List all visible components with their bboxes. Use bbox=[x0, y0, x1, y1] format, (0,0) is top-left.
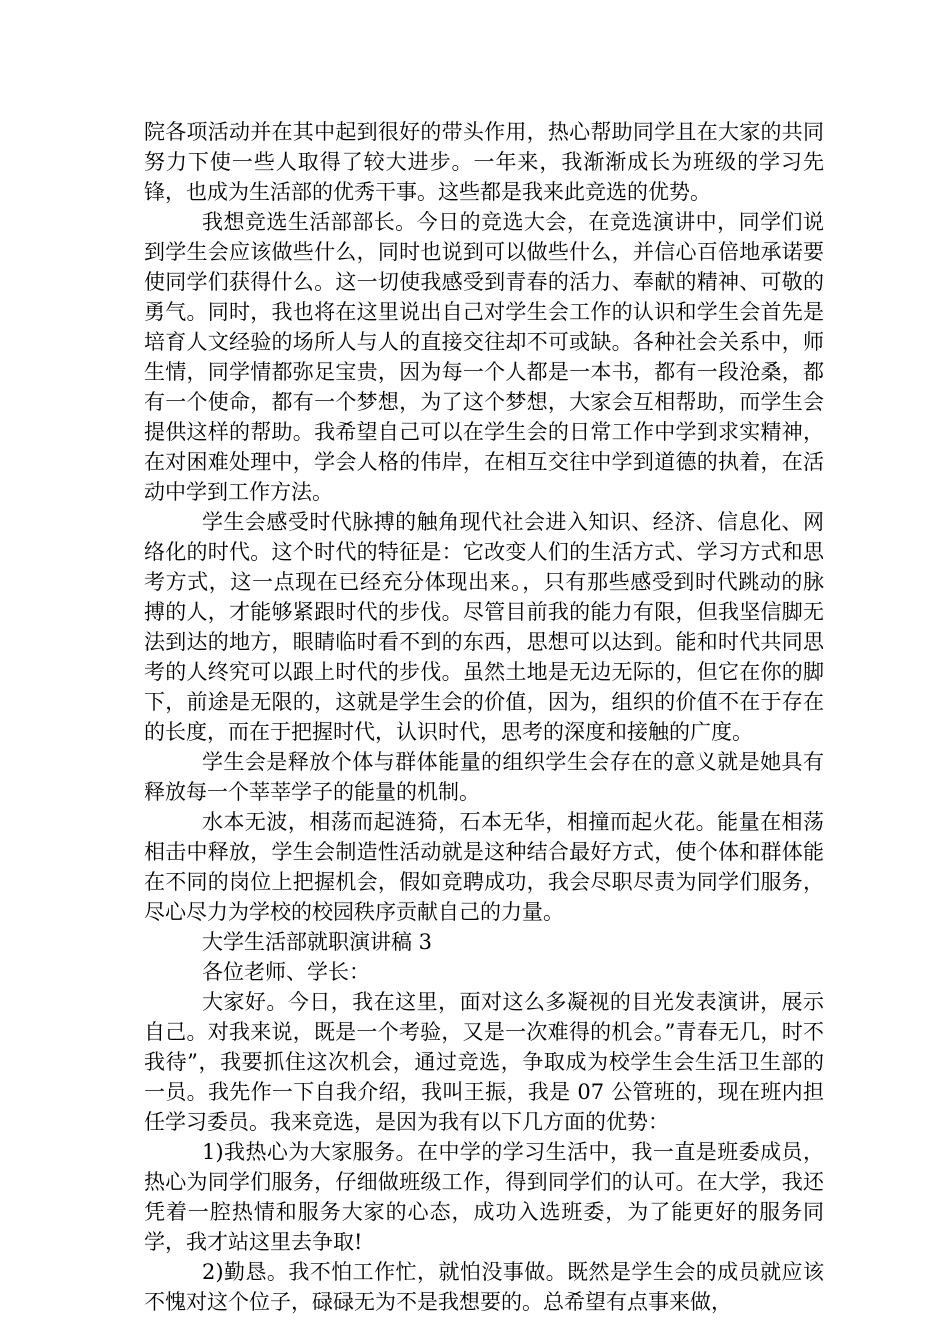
paragraph-1: 院各项活动并在其中起到很好的带头作用，热心帮助同学且在大家的共同努力下使一些人取得了较大进步。一年来，我渐渐成长为班级的学习先锋，也成为生活部的优秀干事。这些都是我来此竞选的优势。 bbox=[144, 120, 824, 204]
paragraph-5: 水本无波，相荡而起涟猗，石本无华，相撞而起火花。能量在相荡相击中释放，学生会制造性活动就是这种结合最好方式，使个体和群体能在不同的岗位上把握机会，假如竞聘成功，我会尽职尽责为同学们服务，尽心尽力为学校的校园秩序贡献自己的力量。 bbox=[144, 810, 824, 924]
document-body bbox=[144, 117, 824, 1317]
paragraph-8: 大家好。今日，我在这里，面对这么多凝视的目光发表演讲，展示自己。对我来说，既是一个考验，又是一次难得的机会。”青春无几，时不我待”，我要抓住这次机会，通过竞选，争取成为校学生会生活卫生部的一员。我先作一下自我介绍，我叫王振，我是 07 公管班的，现在班内担任学习委员。我来竞选，是因为我有以下几方面的优势： bbox=[144, 990, 824, 1134]
section-heading: 大学生活部就职演讲稿 3 bbox=[202, 930, 433, 954]
list-item-2: 2)勤恳。我不怕工作忙，就怕没事做。既然是学生会的成员就应该不愧对这个位子，碌碌无为不是我想要的。总希望有点事来做， bbox=[144, 1260, 824, 1314]
paragraph-2: 我想竞选生活部部长。今日的竞选大会，在竞选演讲中，同学们说到学生会应该做些什么，同时也说到可以做些什么，并信心百倍地承诺要使同学们获得什么。这一切使我感受到青春的活力、奉献的精神、可敬的勇气。同时，我也将在这里说出自己对学生会工作的认识和学生会首先是培育人文经验的场所人与人的直接交往却不可或缺。各种社会关系中，师生情，同学情都弥足宝贵，因为每一个人都是一本书，都有一段沧桑，都有一个使命，都有一个梦想，为了这个梦想，大家会互相帮助，而学生会提供这样的帮助。我希望自己可以在学生会的日常工作中学到求实精神，在对困难处理中，学会人格的伟岸，在相互交往中学到道德的执着，在活动中学到工作方法。 bbox=[144, 210, 824, 504]
paragraph-4: 学生会是释放个体与群体能量的组织学生会存在的意义就是她具有释放每一个莘莘学子的能量的机制。 bbox=[144, 750, 824, 804]
paragraph-3: 学生会感受时代脉搏的触角现代社会进入知识、经济、信息化、网络化的时代。这个时代的特征是：它改变人们的生活方式、学习方式和思考方式，这一点现在已经充分体现出来。，只有那些感受到时代跳动的脉搏的人，才能够紧跟时代的步伐。尽管目前我的能力有限，但我坚信脚无法到达的地方，眼睛临时看不到的东西，思想可以达到。能和时代共同思考的人终究可以跟上时代的步伐。虽然土地是无边无际的，但它在你的脚下，前途是无限的，这就是学生会的价值，因为，组织的价值不在于存在的长度，而在于把握时代，认识时代，思考的深度和接触的广度。 bbox=[144, 510, 824, 744]
salutation: 各位老师、学长： bbox=[202, 960, 370, 984]
list-item-1: 1)我热心为大家服务。在中学的学习生活中，我一直是班委成员，热心为同学们服务，仔细做班级工作，得到同学们的认可。在大学，我还凭着一腔热情和服务大家的心态，成功入选班委，为了能更好的服务同学，我才站这里去争取! bbox=[144, 1140, 824, 1254]
